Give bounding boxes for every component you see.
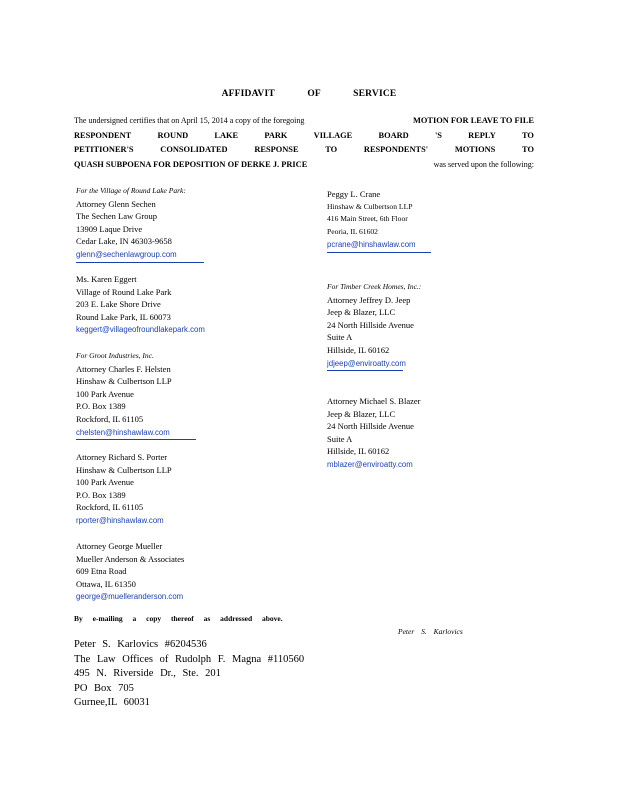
recipient-line: Hillside, IL 60162 (327, 446, 390, 457)
intro-line-1 (74, 114, 534, 129)
service-method-line: By e-mailing a copy thereof as addressed above. (74, 614, 283, 623)
recipient-line: Peggy L. Crane (327, 189, 381, 199)
recipient-line: 416 Main Street, 6th Floor (327, 214, 408, 224)
recipient-line: Rockford, IL 61105 (76, 502, 144, 513)
recipient-line: Round Lake Park, IL 60073 (76, 311, 171, 322)
footer-line: PO Box 705 (74, 682, 134, 694)
recipient-line: Suite A (327, 332, 353, 343)
footer-line: 495 N. Riverside Dr., Ste. 201 (74, 668, 221, 680)
email-link[interactable]: george@muelleranderson.com (76, 592, 184, 602)
recipient-heading: For Groot Industries, Inc. (76, 351, 154, 360)
recipient-block (327, 395, 420, 472)
intro-line-1-bold: MOTION FOR LEAVE TO FILE (413, 116, 534, 125)
recipient-line: 203 E. Lake Shore Drive (76, 299, 161, 310)
recipient-line: 609 Etna Road (76, 566, 127, 577)
recipient-line: Attorney Richard S. Porter (76, 452, 168, 462)
recipient-line: Rockford, IL 61105 (76, 413, 144, 424)
page-title: AFFIDAVIT OF SERVICE (221, 89, 397, 99)
intro-line-4 (74, 158, 534, 173)
recipient-line: Attorney Glenn Sechen (76, 198, 156, 209)
email-link[interactable]: jdjeep@enviroatty.com (327, 358, 403, 372)
recipient-block (76, 540, 184, 604)
email-link[interactable]: keggert@villageofroundlakepark.com (76, 325, 205, 335)
intro-line-3-bold: PETITIONER'S CONSOLIDATED RESPONSE TO RESPONDENTS' MOTIONS TO (74, 145, 534, 154)
recipient-line: Village of Round Lake Park (76, 286, 172, 297)
recipient-line: Cedar Lake, IN 46303-9658 (76, 236, 172, 247)
recipient-line: 100 Park Avenue (76, 477, 134, 488)
intro-line-2-bold: RESPONDENT ROUND LAKE PARK VILLAGE BOARD 'S REPLY TO (74, 130, 534, 140)
recipient-line: Hinshaw & Culbertson LLP (76, 376, 172, 387)
recipient-line: 100 Park Avenue (76, 388, 134, 399)
footer-line: The Law Offices of Rudolph F. Magna #110560 (74, 653, 305, 665)
recipient-line: Attorney Michael S. Blazer (327, 396, 421, 406)
recipient-heading: For Timber Creek Homes, Inc.: (327, 282, 422, 291)
recipient-line: Hillside, IL 60162 (327, 344, 390, 355)
recipient-block (76, 185, 204, 263)
recipient-line: Peoria, IL 61602 (327, 226, 378, 236)
footer-address (74, 638, 304, 711)
footer-line: Gurnee,IL 60031 (74, 697, 150, 709)
recipient-block (327, 281, 421, 371)
recipient-line: Ottawa, IL 61350 (76, 578, 136, 589)
recipient-line: 13909 Laque Drive (76, 223, 143, 234)
email-link[interactable]: mblazer@enviroatty.com (327, 459, 413, 469)
recipient-line: Attorney Charles F. Helsten (76, 363, 171, 374)
recipient-heading: For the Village of Round Lake Park: (76, 186, 186, 195)
recipient-line: 24 North Hillside Avenue (327, 319, 414, 330)
recipient-line: Ms. Karen Eggert (76, 274, 137, 284)
recipient-line: P.O. Box 1389 (76, 401, 126, 412)
recipient-line: Mueller Anderson & Associates (76, 553, 185, 564)
intro-line-3 (74, 143, 534, 158)
recipient-line: 24 North Hillside Avenue (327, 421, 414, 432)
recipient-line: The Sechen Law Group (76, 211, 157, 222)
recipient-line: Jeep & Blazer, LLC (327, 408, 396, 419)
intro-line-4-plain: was served upon the following: (433, 159, 534, 169)
email-link[interactable]: pcrane@hinshawlaw.com (327, 239, 431, 253)
recipient-block (76, 273, 205, 337)
intro-line-2 (74, 129, 534, 144)
recipient-block (327, 188, 431, 253)
recipient-block (76, 451, 172, 528)
recipient-line: P.O. Box 1389 (76, 489, 126, 500)
intro-paragraph (74, 114, 534, 172)
intro-line-1-plain: The undersigned certifies that on April 15, 2014 a copy of the foregoing (74, 116, 305, 125)
recipient-line: Jeep & Blazer, LLC (327, 307, 396, 318)
recipient-line: Suite A (327, 433, 353, 444)
recipient-line: Hinshaw & Culbertson LLP (327, 201, 413, 211)
recipient-line: Attorney Jeffrey D. Jeep (327, 294, 411, 305)
recipient-line: Hinshaw & Culbertson LLP (76, 464, 172, 475)
recipient-line: Attorney George Mueller (76, 541, 163, 551)
recipient-block (76, 350, 196, 440)
email-link[interactable]: glenn@sechenlawgroup.com (76, 249, 204, 263)
intro-line-4-bold: QUASH SUBPOENA FOR DEPOSITION OF DERKE J. PRICE (74, 159, 308, 169)
email-link[interactable]: chelsten@hinshawlaw.com (76, 427, 196, 441)
signature: Peter S. Karlovics (398, 627, 463, 636)
email-link[interactable]: rporter@hinshawlaw.com (76, 515, 164, 525)
footer-line: Peter S. Karlovics #6204536 (74, 639, 207, 650)
